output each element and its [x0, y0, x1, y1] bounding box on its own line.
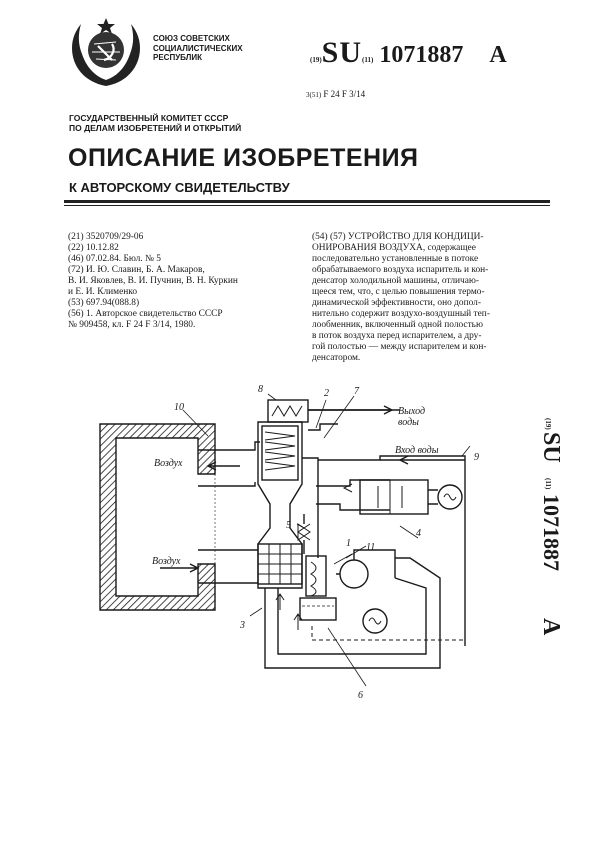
biblio-line: № 909458, кл. F 24 F 3/14, 1980.: [68, 320, 196, 330]
abstract-line: денсатор холодильной машины, отличаю-: [312, 276, 480, 286]
biblio-line: (22) 10.12.82: [68, 243, 119, 253]
expansion-valve: [298, 524, 310, 540]
biblio-line: и Е. И. Клименко: [68, 287, 138, 297]
room-wall: [100, 424, 215, 610]
label-air-top: Воздух: [154, 458, 183, 469]
callout-2: 2: [324, 388, 329, 399]
abstract-line: динамической эффективности, оно допол-: [312, 298, 481, 308]
flow-arrow: [344, 484, 352, 492]
abstract-line: денсатором.: [312, 353, 361, 363]
callout-5: 5: [286, 520, 291, 531]
callout-1: 1: [346, 538, 351, 549]
inid-11: (11): [362, 56, 374, 64]
abstract-line: ОНИРОВАНИЯ ВОЗДУХА, содержащее: [312, 243, 476, 253]
air-arrow-top: [208, 462, 240, 470]
ussr-emblem: [66, 14, 146, 90]
water-tank: [300, 598, 336, 620]
compressor: [360, 480, 428, 514]
callout-3: 3: [240, 620, 245, 631]
pump: [340, 560, 368, 588]
side-document-kind: A: [538, 618, 564, 636]
callout-10: 10: [174, 402, 184, 413]
ipc-classification: 3(51) F 24 F 3/14: [306, 89, 366, 99]
side-country-code: SU: [538, 432, 564, 463]
committee-name: ГОСУДАРСТВЕННЫЙ КОМИТЕТ СССР ПО ДЕЛАМ ИЗОБРЕТЕНИЙ И ОТКРЫТИЙ: [69, 113, 242, 133]
air-arrow-up: [276, 594, 284, 610]
biblio-line: (53) 697.94(088.8): [68, 298, 140, 308]
side-inid-19: (19): [544, 418, 552, 430]
callout-9: 9: [474, 452, 479, 463]
inid-19: (19): [310, 56, 322, 64]
emblem-globe: [88, 32, 124, 68]
abstract-line: нительно содержит воздухо-воздушный теп-: [312, 309, 490, 319]
air-arrow-up-2: [294, 614, 302, 630]
side-patent-id: [536, 418, 566, 668]
label-water-in: Вход воды: [395, 445, 439, 456]
biblio-line: (56) 1. Авторское свидетельство СССР: [68, 309, 223, 319]
emblem-star: [97, 18, 115, 34]
side-patent-number: 1071887: [539, 494, 564, 571]
callout-4: 4: [416, 528, 421, 539]
biblio-line: (46) 07.02.84. Бюл. № 5: [68, 254, 161, 264]
side-inid-11: (11): [544, 478, 552, 490]
abstract-text: [312, 232, 550, 364]
refrigerant-line-2: [316, 480, 390, 510]
abstract-line: щееся тем, что, с целью повышения термо-: [312, 287, 485, 297]
callout-6: 6: [358, 690, 363, 701]
page-subtitle: К АВТОРСКОМУ СВИДЕТЕЛЬСТВУ: [69, 180, 290, 195]
label-water-out-1: Выход: [398, 406, 425, 417]
header-rule-thin: [64, 205, 550, 206]
callout-8: 8: [258, 384, 263, 395]
abstract-line: (54) (57) УСТРОЙСТВО ДЛЯ КОНДИЦИ-: [312, 232, 484, 242]
label-water-out-2: воды: [398, 417, 419, 428]
label-air-bottom: Воздух: [152, 556, 181, 567]
biblio-line: В. И. Яковлев, В. И. Пучнин, В. Н. Куркин: [68, 276, 238, 286]
patent-drawing: [90, 378, 510, 718]
biblio-line: (21) 3520709/29-06: [68, 232, 144, 242]
top-heat-exchanger: [268, 400, 308, 422]
callout-7: 7: [354, 386, 359, 397]
biblio-line: (72) И. Ю. Славин, Б. А. Макаров,: [68, 265, 205, 275]
patent-id: [310, 36, 507, 70]
abstract-line: гой полостью — между испарителем и кон-: [312, 342, 487, 352]
header-rule-thick: [64, 200, 550, 203]
abstract-line: в поток воздуха перед испарителем, а дру-: [312, 331, 482, 341]
page-title: ОПИСАНИЕ ИЗОБРЕТЕНИЯ: [68, 144, 419, 172]
country-code: SU: [321, 36, 363, 69]
union-name: СОЮЗ СОВЕТСКИХ СОЦИАЛИСТИЧЕСКИХ РЕСПУБЛИК: [153, 34, 243, 62]
document-kind: A: [489, 42, 507, 68]
bibliographic-data: [68, 232, 296, 331]
abstract-line: лообменник, включенный одной полостью: [312, 320, 483, 330]
callout-11: 11: [366, 542, 376, 553]
abstract-line: обрабатываемого воздуха испаритель и кон-: [312, 265, 489, 275]
patent-number: 1071887: [379, 42, 464, 68]
abstract-line: последовательно установленные в потоке: [312, 254, 479, 264]
